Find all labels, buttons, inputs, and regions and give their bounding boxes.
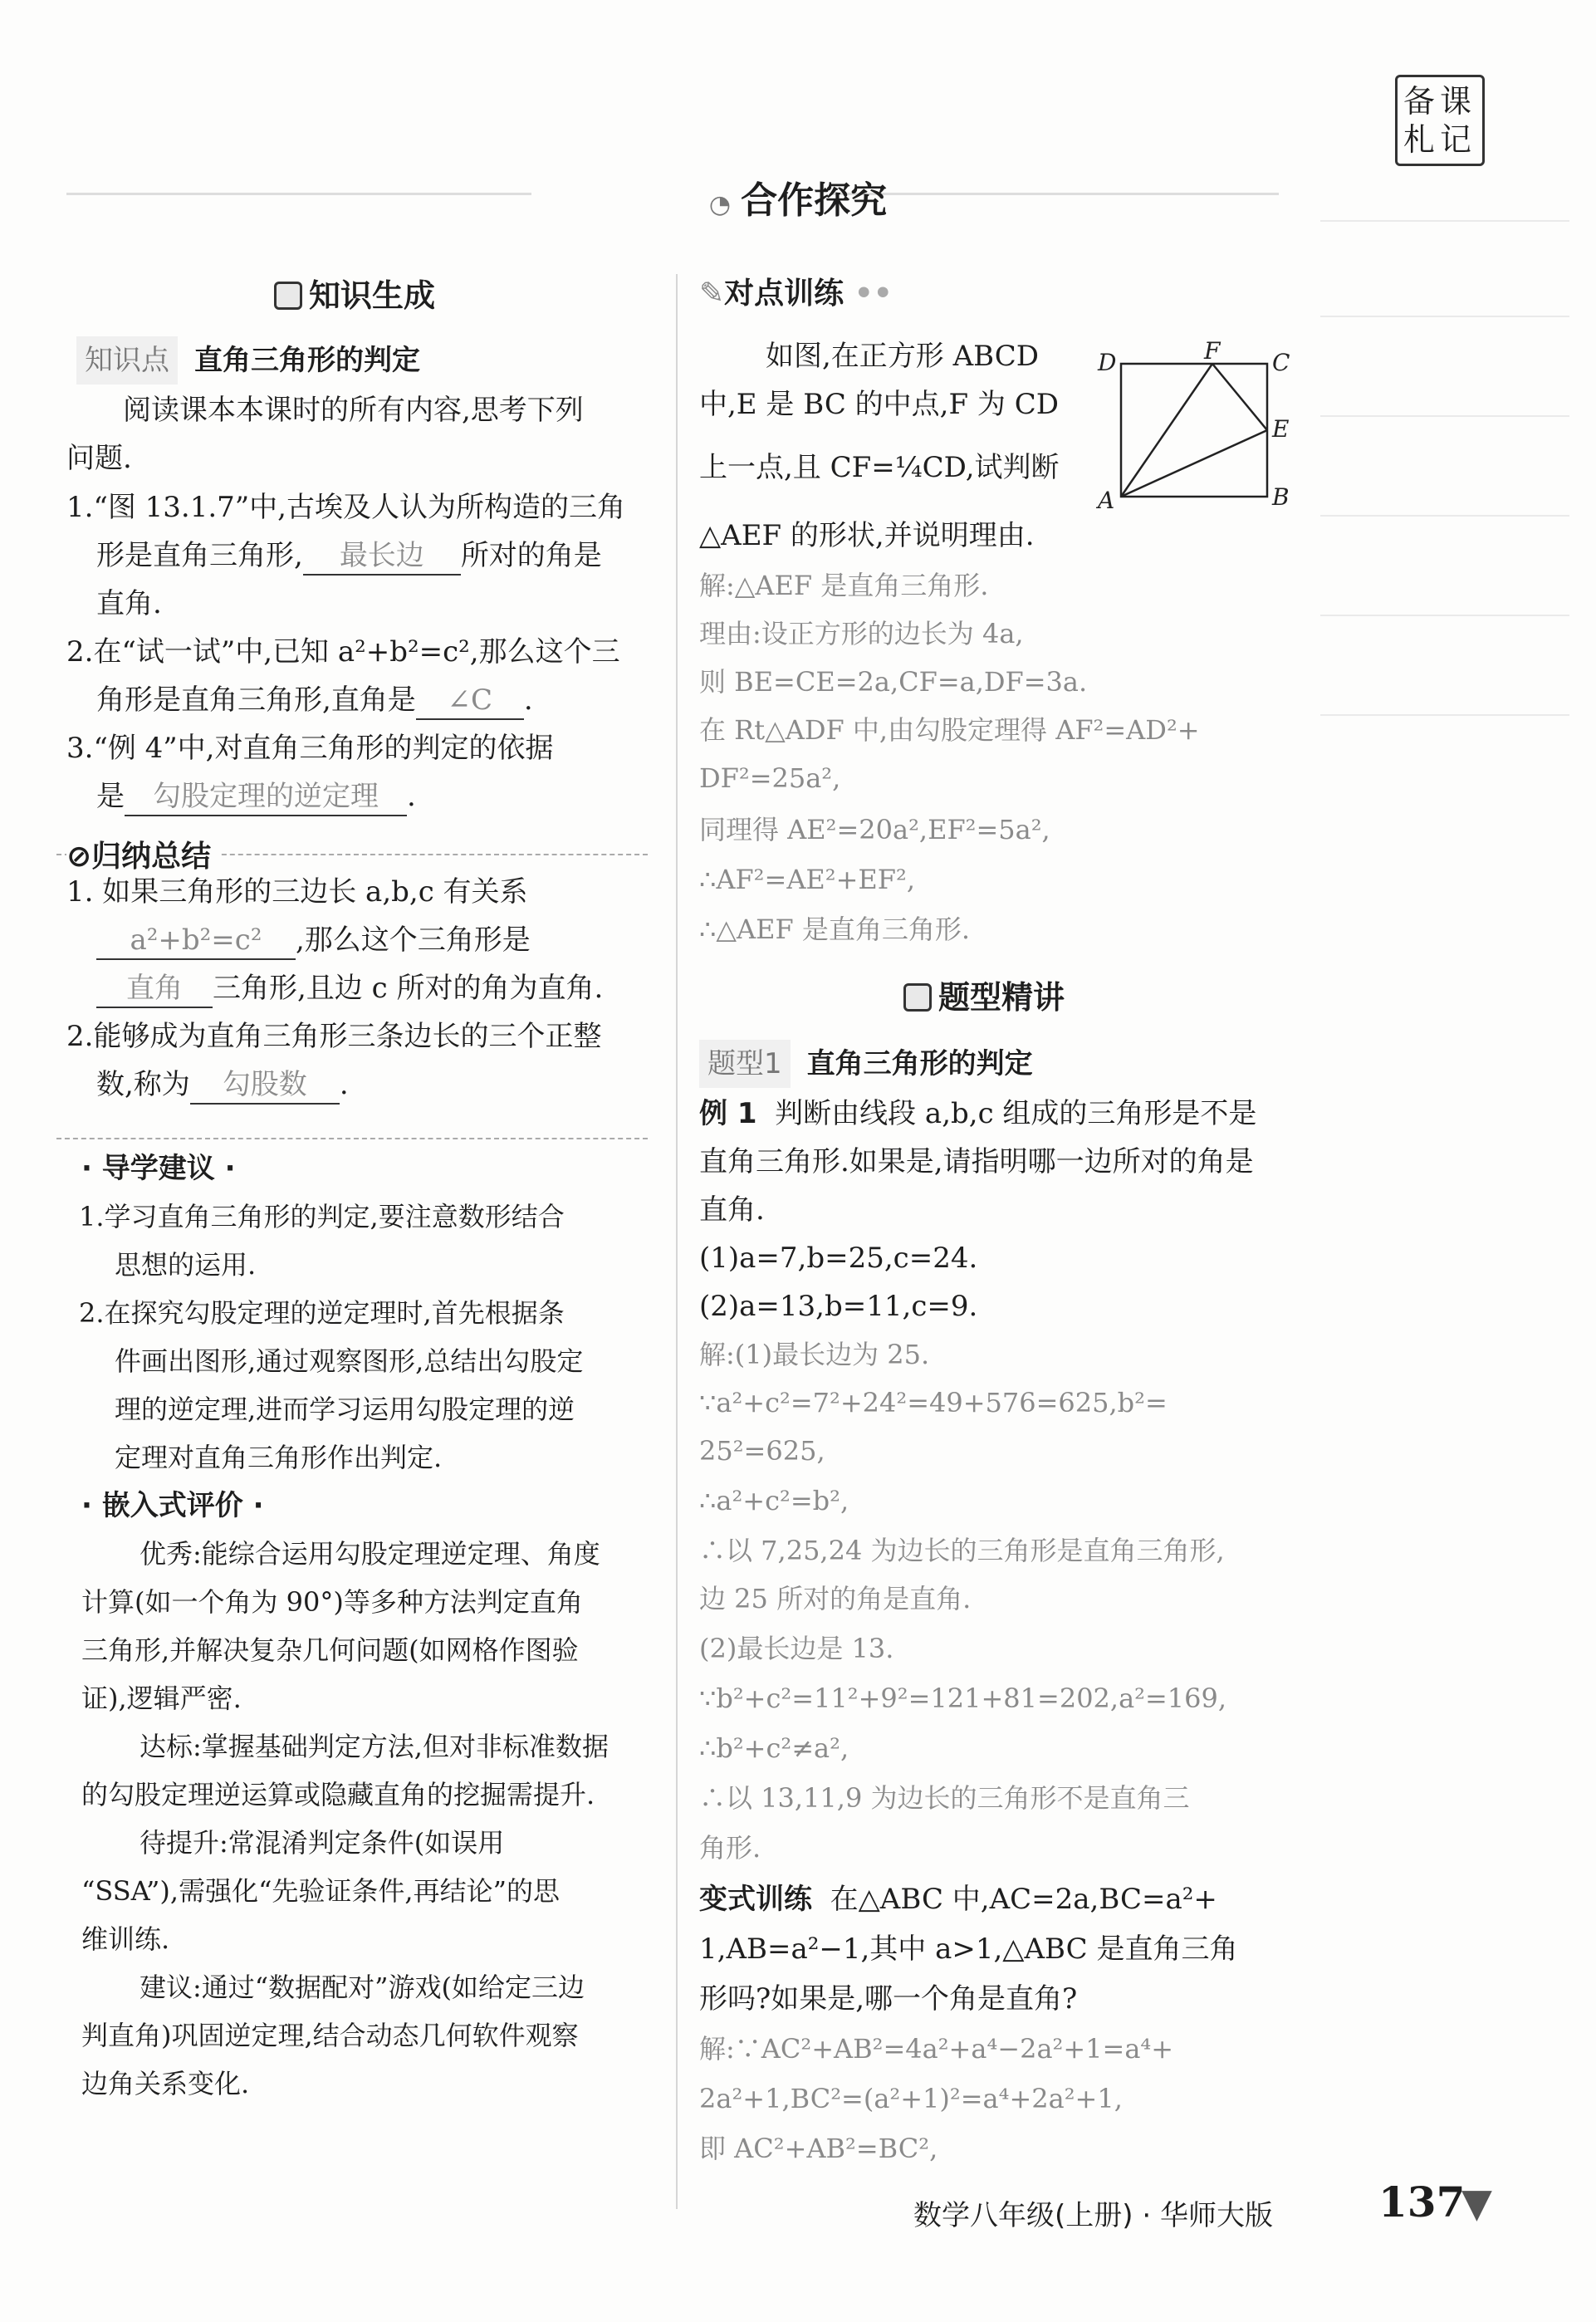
variant-ans-3: 即 AC²+AB²=BC², (699, 2133, 938, 2164)
q2-line-a: 2.在“试一试”中,已知 a²+b²=c²,那么这个三 (66, 635, 620, 669)
drill-ans-5: DF²=25a², (699, 762, 841, 794)
s1-answer: a²+b²=c² (96, 922, 296, 960)
drill-ans-2: 理由:设正方形的边长为 4a, (699, 618, 1024, 649)
book-icon (274, 282, 302, 310)
intro-line-2: 问题. (66, 442, 132, 475)
drill-heading: ✎对点训练 •• (699, 277, 893, 311)
arrow-icon: ▼ (1461, 2180, 1492, 2226)
guide-2a: 2.在探究勾股定理的逆定理时,首先根据条 (79, 1297, 565, 1329)
variant-line-1: 变式训练 在△ABC 中,AC=2a,BC=a²+ (699, 1883, 1217, 1916)
drill-ans-4: 在 Rt△ADF 中,由勾股定理得 AF²=AD²+ (699, 714, 1200, 746)
knowledge-heading: 知识生成 (274, 270, 435, 316)
drill-p1: 如图,在正方形 ABCD (766, 340, 1040, 373)
kp-line (76, 336, 420, 385)
drill-ans-8: ∴△AEF 是直角三角形. (699, 914, 970, 945)
label-F: F (1204, 340, 1221, 365)
q1-line-c: 直角. (96, 587, 162, 620)
column-divider (676, 274, 678, 2209)
eval-7: 待提升:常混淆判定条件(如误用 (140, 1827, 505, 1859)
s1-line-a: 1. 如果三角形的三边长 a,b,c 有关系 (66, 875, 528, 909)
eval-6: 的勾股定理逆运算或隐藏直角的挖掘需提升. (81, 1779, 595, 1810)
variant-line-3: 形吗?如果是,哪一个角是直角? (699, 1982, 1078, 2016)
type-heading: 题型精讲 (903, 972, 1065, 1017)
eval-10: 建议:通过“数据配对”游戏(如给定三边 (140, 1972, 585, 2003)
drill-p2: 中,E 是 BC 的中点,F 为 CD (699, 388, 1059, 421)
s2-line-a: 2.能够成为直角三角形三条边长的三个正整 (66, 1020, 602, 1053)
eval-heading: · 嵌入式评价 · (81, 1489, 264, 1522)
guide-1a: 1.学习直角三角形的判定,要注意数形结合 (79, 1201, 565, 1232)
variant-ans-1: 解:∵AC²+AB²=4a²+a⁴−2a²+1=a⁴+ (699, 2033, 1174, 2065)
section-title: ◔ 合作探究 (708, 179, 888, 222)
sol-2: ∵a²+c²=7²+24²=49+576=625,b²= (699, 1387, 1168, 1418)
stamp-text: 备课札记 (1403, 83, 1476, 158)
sol-3: 25²=625, (699, 1435, 825, 1467)
eval-1: 优秀:能综合运用勾股定理逆定理、角度 (140, 1538, 600, 1570)
sol-8: ∵b²+c²=11²+9²=121+81=202,a²=169, (699, 1683, 1227, 1714)
sol-11: 角形. (699, 1832, 761, 1864)
footer-book: 数学八年级(上册) · 华师大版 (913, 2199, 1273, 2232)
book-icon (903, 983, 932, 1012)
guide-2b: 件画出图形,通过观察图形,总结出勾股定 (115, 1345, 584, 1377)
s2-line-b: 数,称为 勾股数 . (96, 1061, 349, 1109)
guide-heading: · 导学建议 · (81, 1152, 236, 1185)
q3-line-a: 3.“例 4”中,对直角三角形的判定的依据 (66, 732, 554, 765)
example-line-1: 例 1 判断由线段 a,b,c 组成的三角形是不是 (699, 1097, 1257, 1130)
eval-3: 三角形,并解决复杂几何问题(如网格作图验 (81, 1634, 579, 1666)
example-line-5: (2)a=13,b=11,c=9. (699, 1290, 978, 1323)
example-line-3: 直角. (699, 1193, 765, 1227)
sol-9: ∴b²+c²≠a², (699, 1732, 849, 1764)
eval-2: 计算(如一个角为 90°)等多种方法判定直角 (81, 1586, 583, 1618)
s1-line-c: 直角 三角形,且边 c 所对的角为直角. (96, 964, 603, 1012)
label-E: E (1272, 415, 1290, 443)
q2-line-b: 角形是直角三角形,直角是 ∠C . (96, 676, 533, 724)
s2-answer: 勾股数 (190, 1066, 340, 1105)
sol-4: ∴a²+c²=b², (699, 1485, 849, 1516)
sol-10: ∴以 13,11,9 为边长的三角形不是直角三 (699, 1782, 1190, 1814)
sol-7: (2)最长边是 13. (699, 1633, 894, 1664)
s1-line-b: a²+b²=c² ,那么这个三角形是 (96, 916, 531, 964)
eval-9: 维训练. (81, 1923, 170, 1955)
search-icon: ◔ (708, 190, 732, 219)
q2-answer: ∠C (416, 682, 524, 720)
sol-6: 边 25 所对的角是直角. (699, 1583, 972, 1614)
drill-p3: 上一点,且 CF=¼CD,试判断 (699, 451, 1060, 484)
type1-line (699, 1040, 1033, 1088)
eval-11: 判直角)巩固逆定理,结合动态几何软件观察 (81, 2020, 579, 2051)
label-A: A (1098, 487, 1115, 514)
example-line-4: (1)a=7,b=25,c=24. (699, 1242, 978, 1275)
drill-ans-7: ∴AF²=AE²+EF², (699, 864, 915, 895)
label-C: C (1272, 349, 1290, 376)
label-B: B (1272, 483, 1290, 511)
q3-line-b: 是 勾股定理的逆定理 . (96, 772, 416, 821)
type1-tag: 题型1 (699, 1040, 791, 1088)
q1-line-b: 形是直角三角形, 最长边 所对的角是 (96, 532, 602, 580)
leaf-icon: ⊘ (66, 840, 92, 874)
square-figure (1088, 340, 1295, 515)
eval-12: 边角关系变化. (81, 2068, 250, 2099)
page-number: 137 (1378, 2177, 1466, 2226)
drill-ans-6: 同理得 AE²=20a²,EF²=5a², (699, 814, 1050, 845)
sol-5: ∴以 7,25,24 为边长的三角形是直角三角形, (699, 1535, 1225, 1566)
type1-title: 直角三角形的判定 (806, 1047, 1033, 1080)
label-D: D (1098, 349, 1117, 376)
sol-1: 解:(1)最长边为 25. (699, 1339, 930, 1370)
eval-4: 证),逻辑严密. (81, 1683, 242, 1714)
summary-heading: ⊘归纳总结 (66, 833, 219, 875)
guide-2d: 定理对直角三角形作出判定. (115, 1442, 443, 1473)
guide-2c: 理的逆定理,进而学习运用勾股定理的逆 (115, 1394, 575, 1425)
drill-ans-1: 解:△AEF 是直角三角形. (699, 570, 989, 601)
q1-answer: 最长边 (303, 537, 461, 576)
intro-line-1: 阅读课本本课时的所有内容,思考下列 (123, 394, 584, 427)
q3-answer: 勾股定理的逆定理 (125, 778, 407, 816)
kp-title: 直角三角形的判定 (194, 344, 420, 377)
pencil-icon: ✎ (699, 277, 725, 311)
guide-1b: 思想的运用. (115, 1249, 257, 1281)
kp-tag: 知识点 (76, 336, 178, 385)
eval-8: “SSA”),需强化“先验证条件,再结论”的思 (81, 1875, 560, 1907)
q1-line-a: 1.“图 13.1.7”中,古埃及人认为所构造的三角 (66, 491, 625, 524)
s1c-answer: 直角 (96, 970, 213, 1008)
example-line-2: 直角三角形.如果是,请指明哪一边所对的角是 (699, 1145, 1254, 1178)
variant-line-2: 1,AB=a²−1,其中 a>1,△ABC 是直角三角 (699, 1933, 1238, 1966)
eval-5: 达标:掌握基础判定方法,但对非标准数据 (140, 1731, 609, 1762)
variant-ans-2: 2a²+1,BC²=(a²+1)²=a⁴+2a²+1, (699, 2083, 1123, 2114)
drill-ans-3: 则 BE=CE=2a,CF=a,DF=3a. (699, 666, 1088, 698)
drill-p4: △AEF 的形状,并说明理由. (699, 519, 1035, 552)
notes-stamp (1395, 75, 1485, 166)
